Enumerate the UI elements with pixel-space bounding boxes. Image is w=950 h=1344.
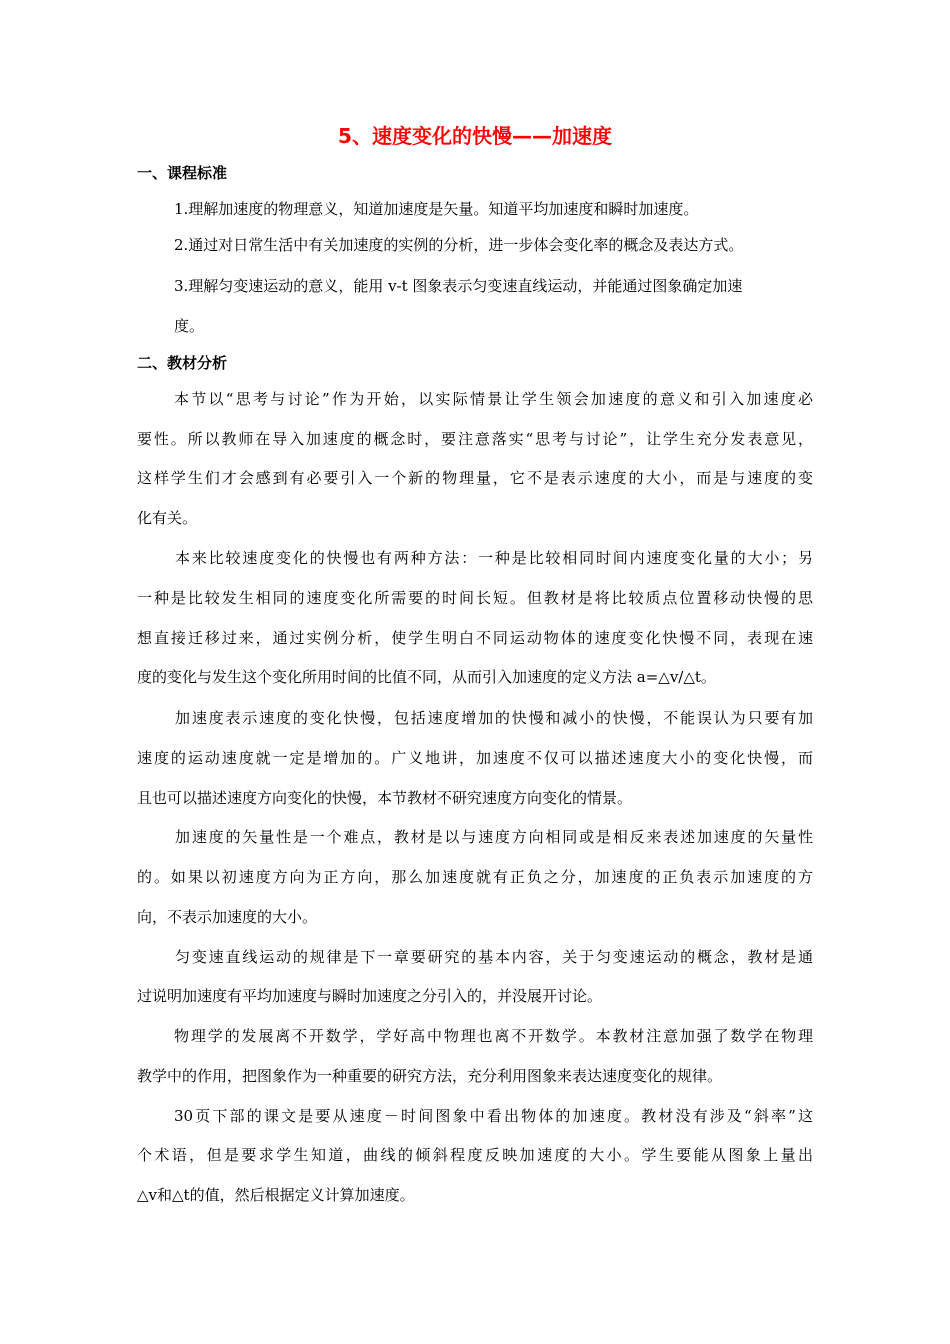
paragraph-line: 加速度表示速度的变化快慢，包括速度增加的快慢和减小的快慢，不能误认为只要有加: [175, 709, 813, 727]
paragraph-line: 加速度的矢量性是一个难点，教材是以与速度方向相同或是相反来表述加速度的矢量性: [175, 828, 813, 846]
paragraph-line: 这样学生们才会感到有必要引入一个新的物理量，它不是表示速度的大小，而是与速度的变: [137, 469, 813, 487]
paragraph-line: 且也可以描述速度方向变化的快慢，本节教材不研究速度方向变化的情景。: [137, 789, 633, 807]
paragraph-line: 匀变速直线运动的规律是下一章要研究的基本内容，关于匀变速运动的概念，教材是通: [175, 948, 813, 966]
paragraph-line: 教学中的作用，把图象作为一种重要的研究方法，充分利用图象来表达速度变化的规律。: [137, 1067, 723, 1085]
paragraph-line: 想直接迁移过来，通过实例分析，使学生明白不同运动物体的速度变化快慢不同，表现在速: [137, 629, 813, 647]
standard-item-2: 2.通过对日常生活中有关加速度的实例的分析，进一步体会变化率的概念及表达方式。: [174, 236, 744, 254]
paragraph-line: 过说明加速度有平均加速度与瞬时加速度之分引入的，并没展开讨论。: [137, 987, 603, 1005]
paragraph-line: 30页下部的课文是要从速度－时间图象中看出物体的加速度。教材没有涉及“斜率”这: [174, 1107, 813, 1125]
paragraph-line: 向，不表示加速度的大小。: [137, 908, 318, 926]
paragraph-line: 个术语，但是要求学生知道，曲线的倾斜程度反映加速度的大小。学生要能从图象上量出: [137, 1146, 813, 1164]
section-heading-textbook-analysis: 二、教材分析: [137, 354, 228, 372]
paragraph-line: 速度的运动速度就一定是增加的。广义地讲，加速度不仅可以描述速度大小的变化快慢，而: [137, 749, 813, 767]
standard-item-3-continued: 度。: [174, 317, 205, 335]
paragraph-line: 物理学的发展离不开数学，学好高中物理也离不开数学。本教材注意加强了数学在物理: [174, 1027, 813, 1045]
paragraph-line-definition: 度的变化与发生这个变化所用时间的比值不同，从而引入加速度的定义方法 a=△v/△t。: [137, 668, 716, 686]
page-title: 5、速度变化的快慢——加速度: [338, 124, 612, 148]
standard-item-3: 3.理解匀变速运动的意义，能用 v-t 图象表示匀变速直线运动，并能通过图象确定加速: [174, 277, 743, 295]
paragraph-line: 本来比较速度变化的快慢也有两种方法：一种是比较相同时间内速度变化量的大小；另: [175, 549, 813, 567]
paragraph-line: △v和△t的值，然后根据定义计算加速度。: [137, 1186, 415, 1204]
section-heading-curriculum-standards: 一、课程标准: [137, 164, 228, 182]
standard-item-1: 1.理解加速度的物理意义，知道加速度是矢量。知道平均加速度和瞬时加速度。: [174, 200, 699, 218]
paragraph-line: 一种是比较发生相同的速度变化所需要的时间长短。但教材是将比较质点位置移动快慢的思: [137, 589, 813, 607]
paragraph-line: 化有关。: [137, 509, 198, 527]
paragraph-line: 本节以“思考与讨论”作为开始，以实际情景让学生领会加速度的意义和引入加速度必: [174, 390, 813, 408]
paragraph-line: 要性。所以教师在导入加速度的概念时，要注意落实“思考与讨论”，让学生充分发表意见，: [137, 430, 813, 448]
paragraph-line: 的。如果以初速度方向为正方向，那么加速度就有正负之分，加速度的正负表示加速度的方: [137, 868, 813, 886]
